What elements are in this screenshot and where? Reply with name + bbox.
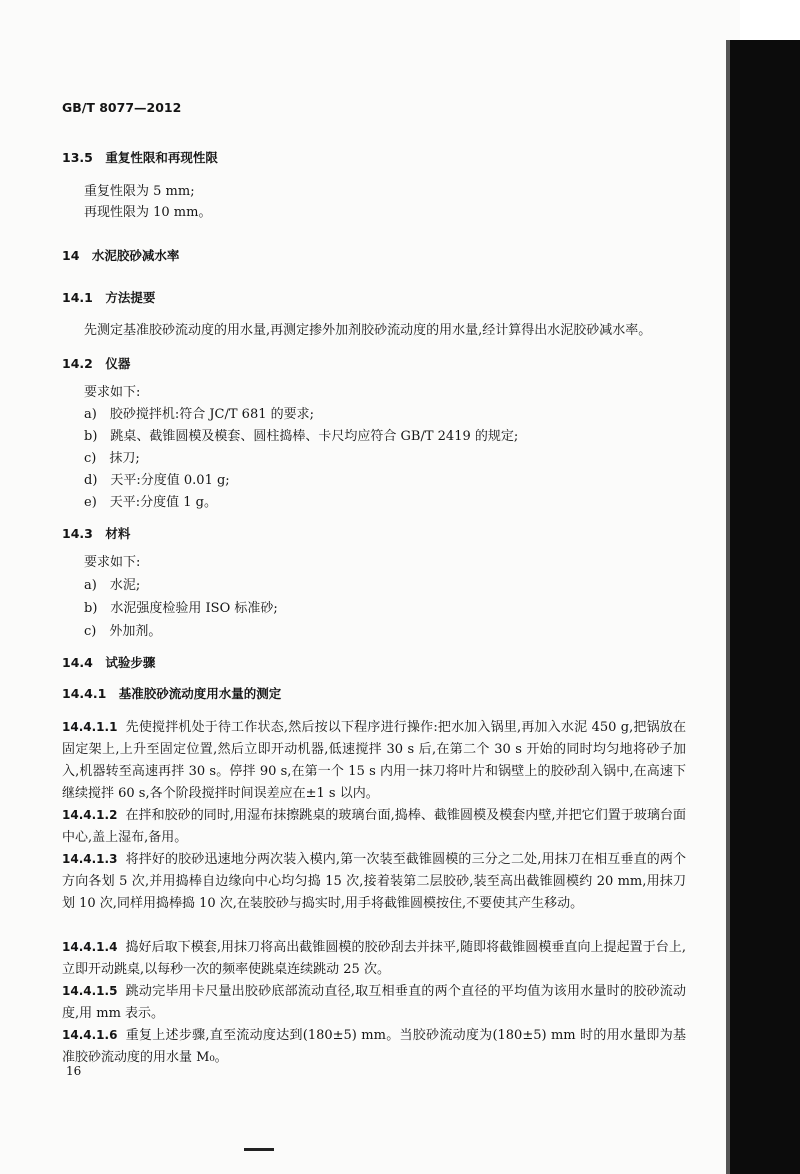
section-14-4-1-title: 14.4.1 基准胶砂流动度用水量的测定	[62, 686, 282, 701]
apparatus-intro: 要求如下:	[84, 385, 141, 400]
section-13-5-title: 13.5 重复性限和再现性限	[62, 150, 218, 165]
clause-14-4-1-2	[62, 804, 686, 849]
repeatability-limit: 重复性限为 5 mm;	[84, 184, 195, 199]
scan-edge-shadow	[726, 40, 730, 1174]
clause-number: 14.4.1.4	[62, 940, 118, 954]
clause-14-4-1-4	[62, 936, 686, 981]
materials-item: b) 水泥强度检验用 ISO 标准砂;	[84, 601, 278, 616]
materials-item: c) 外加剂。	[84, 624, 162, 639]
clause-text: 捣好后取下模套,用抹刀将高出截锥圆模的胶砂刮去并抹平,随即将截锥圆模垂直向上提起置于台上,立即开动跳桌,以每秒一次的频率使跳桌连续跳动 25 次。	[62, 940, 686, 977]
section-14-title: 14 水泥胶砂减水率	[62, 248, 180, 263]
reproducibility-limit: 再现性限为 10 mm。	[84, 205, 212, 220]
clause-number: 14.4.1.3	[62, 852, 118, 866]
clause-text: 跳动完毕用卡尺量出胶砂底部流动直径,取互相垂直的两个直径的平均值为该用水量时的胶砂流动度,用 mm 表示。	[62, 984, 686, 1021]
clause-14-4-1-3	[62, 848, 686, 915]
apparatus-item: b) 跳桌、截锥圆模及模套、圆柱捣棒、卡尺均应符合 GB/T 2419 的规定;	[84, 429, 519, 444]
clause-number: 14.4.1.2	[62, 808, 118, 822]
clause-text: 先使搅拌机处于待工作状态,然后按以下程序进行操作:把水加入锅里,再加入水泥 450 g,把锅放在固定架上,上升至固定位置,然后立即开动机器,低速搅拌 30 s 后,在第二个 30 s 开始的同时均匀地将砂子加入,机器转至高速再拌 30 s。停拌 90 s,在第一个 15 s 内用一抹刀将叶片和锅壁上的胶砂刮入锅中,在高速下继续搅拌 60 s,各个阶段搅拌时间误差应在±1 s 以内。	[62, 720, 686, 801]
section-14-2-title: 14.2 仪器	[62, 356, 131, 371]
page-number: 16	[66, 1064, 82, 1078]
materials-intro: 要求如下:	[84, 555, 141, 570]
section-14-1-title: 14.1 方法提要	[62, 290, 156, 305]
standard-header: GB/T 8077—2012	[62, 100, 182, 115]
clause-14-4-1-5	[62, 980, 686, 1025]
apparatus-item: e) 天平:分度值 1 g。	[84, 495, 218, 510]
scan-dark-margin	[728, 40, 800, 1174]
section-14-3-title: 14.3 材料	[62, 526, 131, 541]
clause-number: 14.4.1.6	[62, 1028, 118, 1042]
clause-14-4-1-6	[62, 1024, 686, 1069]
apparatus-item: c) 抹刀;	[84, 451, 140, 466]
apparatus-item: a) 胶砂搅拌机:符合 JC/T 681 的要求;	[84, 407, 315, 422]
scan-corner	[740, 0, 800, 44]
method-summary-text: 先测定基准胶砂流动度的用水量,再测定掺外加剂胶砂流动度的用水量,经计算得出水泥胶砂减水率。	[84, 323, 652, 338]
clause-number: 14.4.1.5	[62, 984, 118, 998]
clause-text: 在拌和胶砂的同时,用湿布抹擦跳桌的玻璃台面,捣棒、截锥圆模及模套内壁,并把它们置于玻璃台面中心,盖上湿布,备用。	[62, 808, 686, 845]
clause-text: 将拌好的胶砂迅速地分两次装入模内,第一次装至截锥圆模的三分之二处,用抹刀在相互垂直的两个方向各划 5 次,并用捣棒自边缘向中心均匀捣 15 次,接着装第二层胶砂,装至高出截锥圆模约 20 mm,用抹刀划 10 次,同样用捣棒捣 10 次,在装胶砂与捣实时,用手将截锥圆模按住,不要使其产生移动。	[62, 852, 686, 911]
clause-14-4-1-1	[62, 716, 686, 805]
apparatus-item: d) 天平:分度值 0.01 g;	[84, 473, 230, 488]
materials-item: a) 水泥;	[84, 578, 141, 593]
clause-number: 14.4.1.1	[62, 720, 118, 734]
section-14-4-title: 14.4 试验步骤	[62, 655, 156, 670]
clause-text: 重复上述步骤,直至流动度达到(180±5) mm。当胶砂流动度为(180±5) mm 时的用水量即为基准胶砂流动度的用水量 M₀。	[62, 1028, 686, 1065]
scan-mark	[244, 1148, 274, 1151]
